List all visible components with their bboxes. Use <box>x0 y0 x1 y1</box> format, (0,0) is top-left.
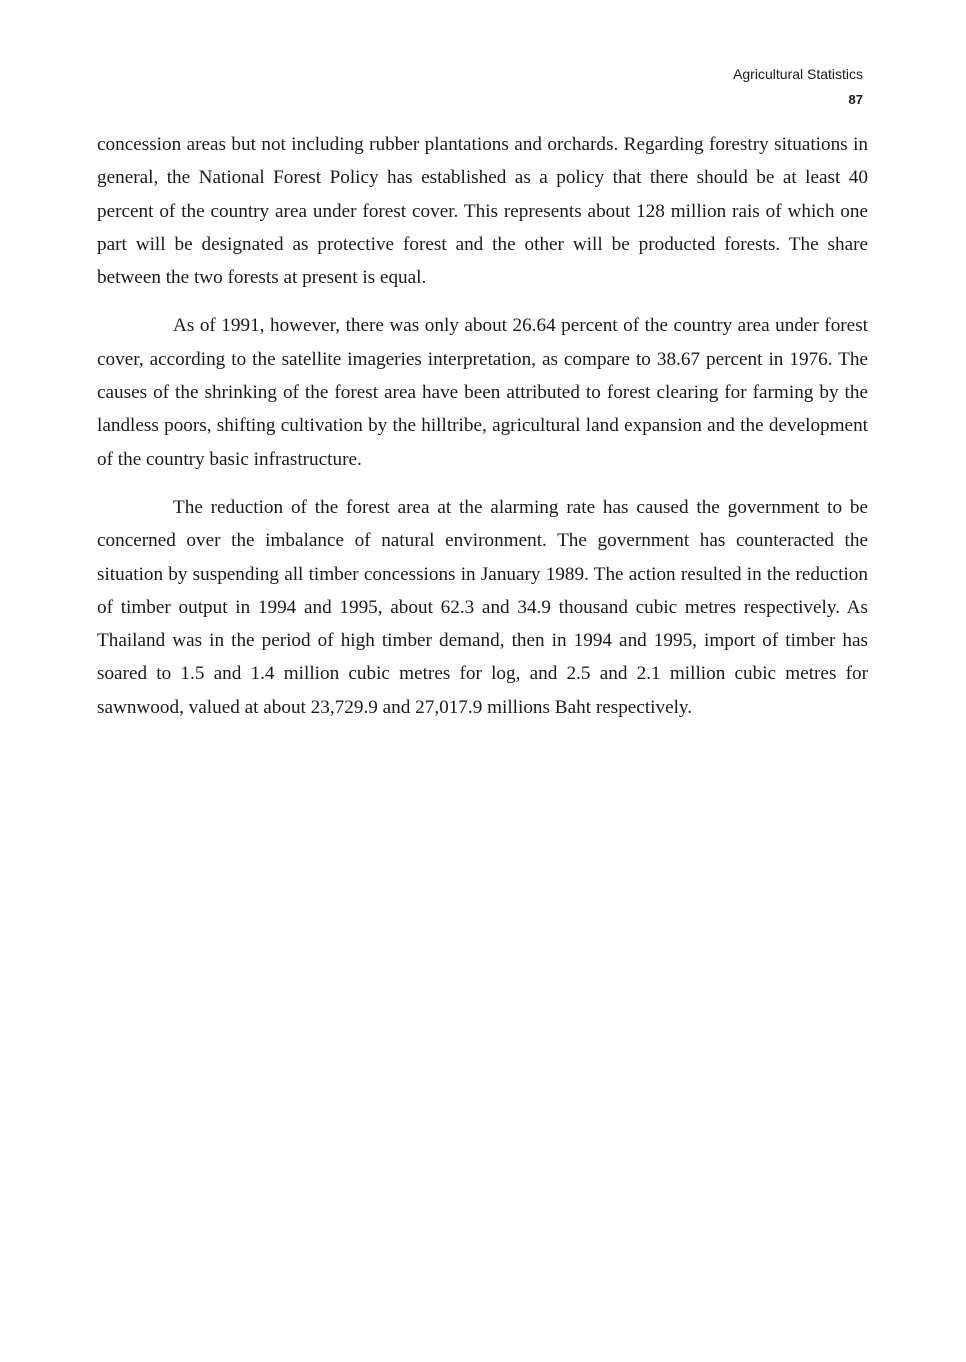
paragraph-forest-cover: As of 1991, however, there was only about 26.64 percent of the country area under forest cover, according to the satellite imageries interpretation, as compare to 38.67 percent in 1976. The causes of the shrinking of the forest area have been attributed to forest clearing for farming by the landless poors, shifting cultivation by the hilltribe, agricultural land expansion and the development of the country basic infrastructure. <box>97 315 868 470</box>
running-title: Agricultural Statistics <box>733 66 863 82</box>
paragraph-forest-policy: concession areas but not including rubber plantations and orchards. Regarding forestry situations in general, the National Forest Policy has established as a policy that there should be at least 40 percent of the country area under forest cover. This represents about 128 million rais of which one part will be designated as protective forest and the other will be producted forests. The share between the two forests at present is equal. <box>97 134 868 289</box>
page-number: 87 <box>848 92 863 107</box>
paragraph-timber-output: The reduction of the forest area at the alarming rate has caused the government to be concerned over the imbalance of natural environment. The government has counteracted the situation by suspending all timber concessions in January 1989. The action resulted in the reduction of timber output in 1994 and 1995, about 62.3 and 34.9 thousand cubic metres respectively. As Thailand was in the period of high timber demand, then in 1994 and 1995, import of timber has soared to 1.5 and 1.4 million cubic metres for log, and 2.5 and 2.1 million cubic metres for sawnwood, valued at about 23,729.9 and 27,017.9 millions Baht respectively. <box>97 496 868 718</box>
running-header <box>733 62 863 112</box>
body-text <box>97 128 868 724</box>
